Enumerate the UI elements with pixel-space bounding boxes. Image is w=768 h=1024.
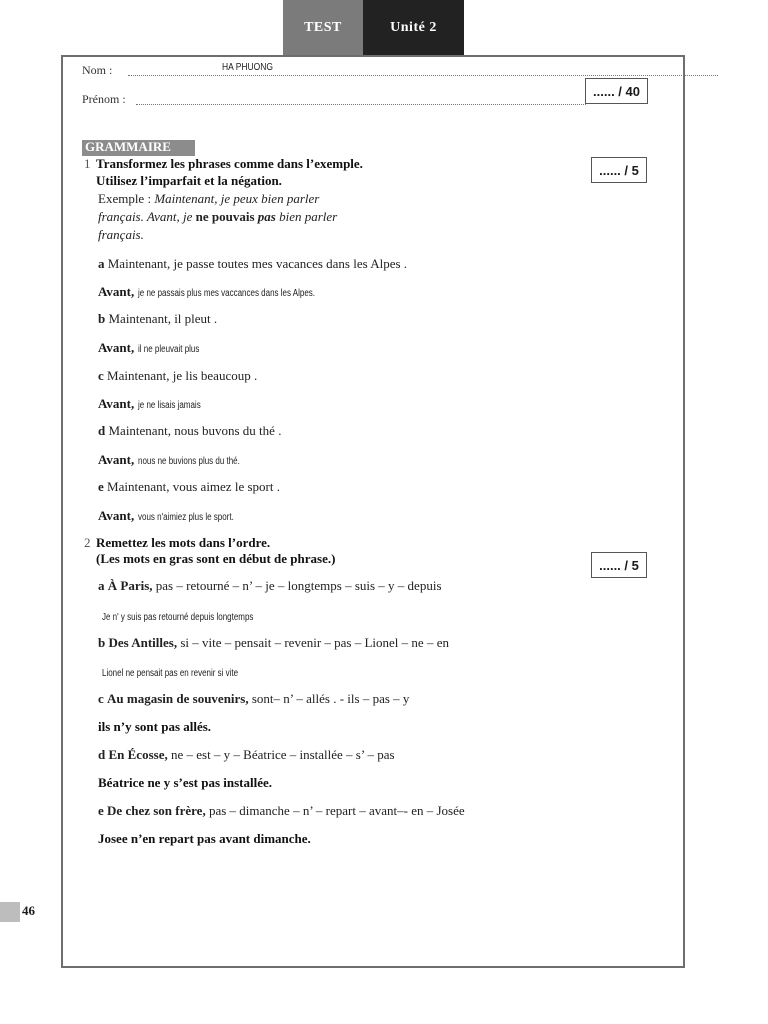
item-words: ne – est – y – Béatrice – installée – s’ – pas xyxy=(167,747,395,762)
ex1-answer-d[interactable] xyxy=(98,451,266,469)
example-text-2a: français. Avant, je xyxy=(98,209,196,224)
ex1-answer-c[interactable] xyxy=(98,395,217,413)
exercise2-title-line1: Remettez les mots dans l’ordre. xyxy=(96,535,271,550)
exercise1-title-line2: Utilisez l’imparfait et la négation. xyxy=(96,173,282,188)
exercise1-score-box: ...... / 5 xyxy=(591,157,647,183)
item-letter: d xyxy=(98,747,106,762)
ex2-item-c xyxy=(98,691,409,707)
item-lead: De chez son frère, xyxy=(107,803,206,818)
ex2-answer-c[interactable]: ils n’y sont pas allés. xyxy=(98,719,212,734)
item-lead: Au magasin de souvenirs, xyxy=(107,691,249,706)
item-sentence: Maintenant, je lis beaucoup . xyxy=(107,368,258,383)
item-letter: c xyxy=(98,691,104,706)
item-letter: e xyxy=(98,479,104,494)
example-pas: pas xyxy=(257,209,276,224)
ex1-item-b xyxy=(98,311,217,327)
item-letter: b xyxy=(98,311,106,326)
answer-text: je ne lisais jamais xyxy=(138,400,201,411)
ex1-answer-a[interactable] xyxy=(98,283,359,301)
ex1-item-e xyxy=(98,479,280,495)
answer-text: je ne passais plus mes vaccances dans les Alpes. xyxy=(138,288,316,299)
item-letter: c xyxy=(98,368,104,383)
answer-text: Je n' y suis pas retourné depuis longtemps xyxy=(102,612,254,623)
exercise2-score-box: ...... / 5 xyxy=(591,552,647,578)
avant-label: Avant, xyxy=(98,508,135,523)
ex2-item-a xyxy=(98,578,442,594)
item-letter: e xyxy=(98,803,104,818)
item-letter: b xyxy=(98,635,106,650)
ex1-answer-b[interactable] xyxy=(98,339,215,357)
answer-text: Lionel ne pensait pas en revenir si vite xyxy=(102,668,239,679)
ex2-answer-a[interactable] xyxy=(102,607,291,625)
nom-label: Nom : xyxy=(82,63,113,77)
avant-label: Avant, xyxy=(98,396,135,411)
example-line1 xyxy=(98,191,319,207)
section-title: GRAMMAIRE xyxy=(82,140,195,156)
ex1-item-a xyxy=(98,256,407,272)
ex2-item-b xyxy=(98,635,449,651)
example-line3: français. xyxy=(98,227,144,242)
nom-value[interactable]: HA PHUONG xyxy=(222,62,274,73)
exercise1-title-line1: Transformez les phrases comme dans l’exemple. xyxy=(96,156,363,171)
test-tab: TEST xyxy=(283,0,363,55)
item-words: pas – dimanche – n’ – repart – avant–- en – Josée xyxy=(205,803,465,818)
example-line2 xyxy=(98,209,337,225)
example-label: Exemple : xyxy=(98,191,152,206)
item-lead: À Paris, xyxy=(107,578,153,593)
avant-label: Avant, xyxy=(98,340,135,355)
item-words: sont– n’ – allés . - ils – pas – y xyxy=(248,691,410,706)
nom-dotted-line xyxy=(128,75,718,76)
answer-text: vous n'aimiez plus le sport. xyxy=(138,512,235,523)
example-text: Maintenant, je peux bien parler xyxy=(154,191,320,206)
item-letter: a xyxy=(98,578,105,593)
item-words: pas – retourné – n’ – je – longtemps – suis – y – depuis xyxy=(152,578,442,593)
page-marker xyxy=(0,902,20,922)
exercise2-title-line2: (Les mots en gras sont en début de phrase.) xyxy=(96,551,336,566)
ex2-item-e xyxy=(98,803,465,819)
answer-text: nous ne buvions plus du thé. xyxy=(138,456,241,467)
answer-text: il ne pleuvait plus xyxy=(138,344,200,355)
ex1-item-d xyxy=(98,423,281,439)
ex2-answer-d[interactable]: Béatrice ne y s’est pas installée. xyxy=(98,775,273,790)
exercise2-number: 2 xyxy=(84,535,91,550)
item-sentence: Maintenant, nous buvons du thé . xyxy=(108,423,282,438)
item-lead: Des Antilles, xyxy=(108,635,178,650)
page-number: 46 xyxy=(22,903,35,918)
ex2-answer-e[interactable]: Josee n’en repart pas avant dimanche. xyxy=(98,831,311,846)
prenom-dotted-line[interactable] xyxy=(136,104,586,105)
ex2-item-d xyxy=(98,747,395,763)
example-ne: ne xyxy=(195,209,209,224)
example-text-2b: bien parler xyxy=(275,209,338,224)
item-letter: a xyxy=(98,256,105,271)
ex1-item-c xyxy=(98,368,257,384)
avant-label: Avant, xyxy=(98,284,135,299)
item-sentence: Maintenant, il pleut . xyxy=(108,311,218,326)
ex1-answer-e[interactable] xyxy=(98,507,258,525)
item-sentence: Maintenant, je passe toutes mes vacances dans les Alpes . xyxy=(107,256,408,271)
ex2-answer-b[interactable] xyxy=(102,663,272,681)
item-words: si – vite – pensait – revenir – pas – Lionel – ne – en xyxy=(177,635,449,650)
exercise1-number: 1 xyxy=(84,156,91,171)
item-letter: d xyxy=(98,423,106,438)
prenom-label: Prénom : xyxy=(82,92,126,106)
unit-tab: Unité 2 xyxy=(363,0,464,55)
total-score-box: ...... / 40 xyxy=(585,78,648,104)
item-lead: En Écosse, xyxy=(108,747,168,762)
item-sentence: Maintenant, vous aimez le sport . xyxy=(107,479,280,494)
avant-label: Avant, xyxy=(98,452,135,467)
example-pouvais: pouvais xyxy=(208,209,258,224)
